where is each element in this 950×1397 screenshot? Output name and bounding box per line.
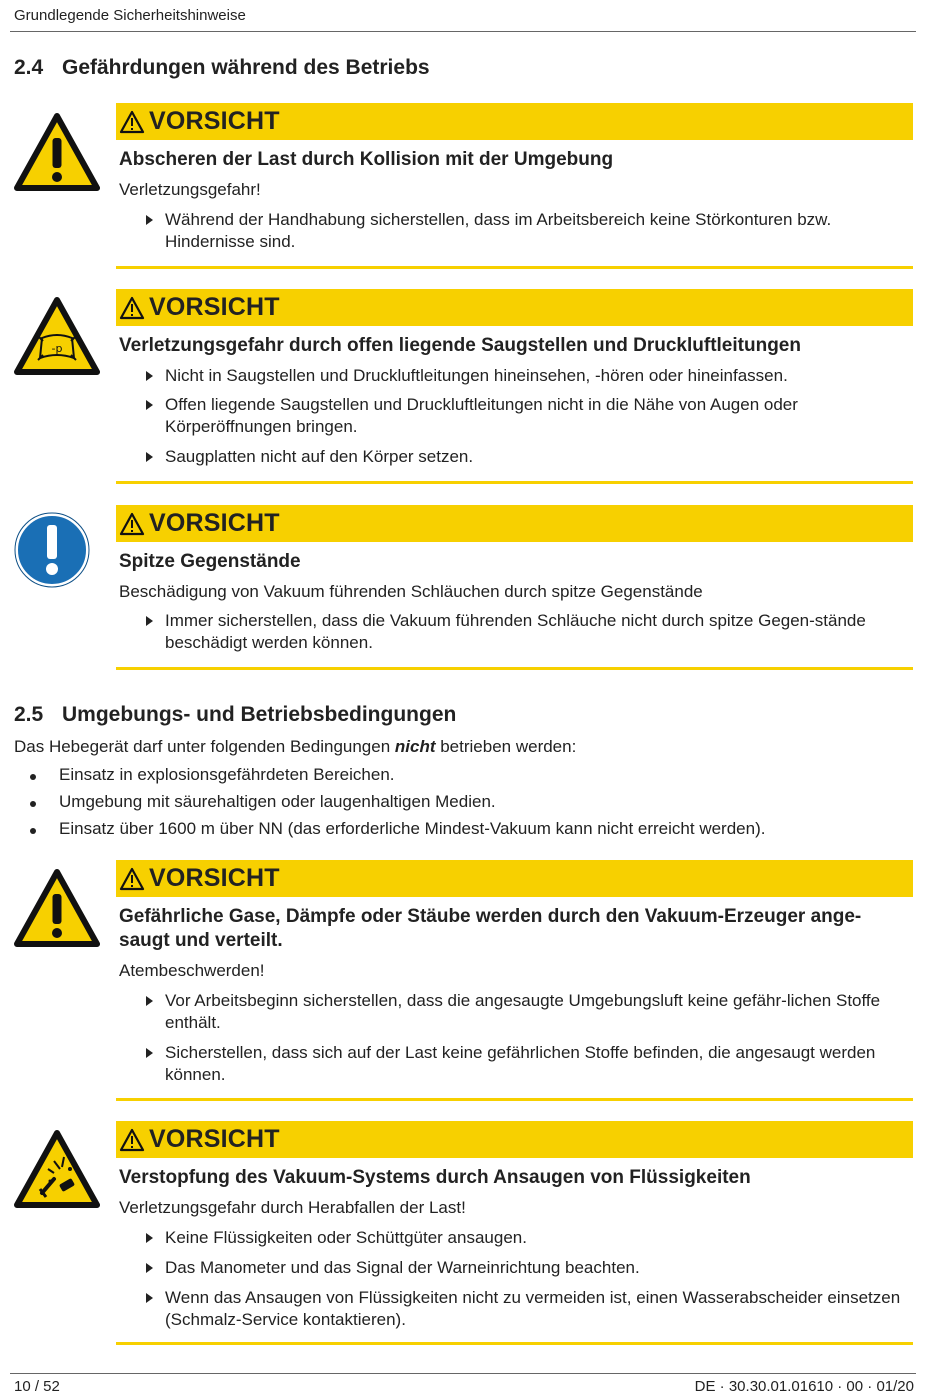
header-rule bbox=[10, 31, 916, 32]
warning-triangle-icon bbox=[119, 296, 145, 320]
warning-title: Verstopfung des Vakuum-Systems durch Ansaugen von Flüssigkeiten bbox=[119, 1167, 751, 1188]
action-text: Wenn das Ansaugen von Flüssigkeiten nicht zu vermeiden ist, einen Wasserabscheider einsetzen (Schmalz-Service kontaktieren). bbox=[165, 1288, 901, 1329]
action-arrow-icon bbox=[146, 1233, 153, 1243]
section-heading-2-5 bbox=[14, 703, 456, 727]
signal-word: VORSICHT bbox=[149, 293, 280, 321]
action-text: Während der Handhabung sicherstellen, dass im Arbeitsbereich keine Störkonturen bzw. Hindernisse sind. bbox=[165, 210, 832, 251]
list-item-text: Einsatz über 1600 m über NN (das erforderliche Mindest-Vakuum kann nicht erreicht werden). bbox=[59, 819, 766, 838]
action-text: Nicht in Saugstellen und Druckluftleitungen hineinsehen, -hören oder hineinfassen. bbox=[165, 366, 788, 385]
action-arrow-icon bbox=[146, 1263, 153, 1273]
warning-end-rule bbox=[116, 1098, 913, 1101]
signal-word: VORSICHT bbox=[149, 1125, 280, 1153]
action-text: Das Manometer und das Signal der Warneinrichtung beachten. bbox=[165, 1258, 640, 1277]
list-item-text: Umgebung mit säurehaltigen oder laugenhaltigen Medien. bbox=[59, 792, 496, 811]
warning-consequence: Verletzungsgefahr durch Herabfallen der Last! bbox=[119, 1198, 466, 1217]
intro-text-after: betrieben werden: bbox=[435, 737, 577, 756]
warning-title: Abscheren der Last durch Kollision mit der Umgebung bbox=[119, 149, 614, 170]
warning-triangle-icon bbox=[119, 512, 145, 536]
action-item bbox=[146, 365, 906, 387]
action-item bbox=[146, 990, 906, 1034]
warning-end-rule bbox=[116, 266, 913, 269]
falling-load-warning-icon bbox=[14, 1129, 100, 1209]
warning-triangle-icon bbox=[119, 110, 145, 134]
warning-triangle-icon bbox=[119, 867, 145, 891]
document-id: DE · 30.30.01.01610 · 00 · 01/20 bbox=[694, 1378, 914, 1395]
action-item bbox=[146, 394, 906, 438]
action-item bbox=[146, 209, 906, 253]
action-arrow-icon bbox=[146, 452, 153, 462]
signal-word-bar bbox=[116, 103, 913, 140]
intro-text: Das Hebegerät darf unter folgenden Bedingungen bbox=[14, 737, 395, 756]
action-item bbox=[146, 446, 906, 468]
action-text: Immer sicherstellen, dass die Vakuum führenden Schläuche nicht durch spitze Gegen-stände beschädigt werden können. bbox=[165, 611, 866, 652]
section-number: 2.4 bbox=[14, 56, 44, 79]
section-heading-2-4 bbox=[14, 56, 430, 80]
action-text: Keine Flüssigkeiten oder Schüttgüter ansaugen. bbox=[165, 1228, 527, 1247]
signal-word-bar bbox=[116, 289, 913, 326]
action-arrow-icon bbox=[146, 400, 153, 410]
action-text: Offen liegende Saugstellen und Druckluftleitungen nicht in die Nähe von Augen oder Körperöffnungen bringen. bbox=[165, 395, 798, 436]
warning-title: Spitze Gegenstände bbox=[119, 551, 301, 572]
warning-consequence: Atembeschwerden! bbox=[119, 961, 265, 980]
mandatory-action-icon bbox=[14, 512, 90, 588]
signal-word-bar bbox=[116, 505, 913, 542]
action-item bbox=[146, 610, 906, 654]
general-warning-icon bbox=[14, 868, 100, 948]
section-title: Gefährdungen während des Betriebs bbox=[62, 56, 430, 79]
action-item bbox=[146, 1257, 906, 1279]
page-number: 10 / 52 bbox=[14, 1378, 60, 1395]
section-title: Umgebungs- und Betriebsbedingungen bbox=[62, 703, 457, 726]
warning-title: Gefährliche Gase, Dämpfe oder Stäube werden durch den Vakuum-Erzeuger ange-saugt und verteilt. bbox=[119, 906, 862, 951]
action-text: Vor Arbeitsbeginn sicherstellen, dass die angesaugte Umgebungsluft keine gefähr-lichen Stoffe enthält. bbox=[165, 991, 881, 1032]
warning-title: Verletzungsgefahr durch offen liegende Saugstellen und Druckluftleitungen bbox=[119, 335, 801, 356]
action-item bbox=[146, 1227, 906, 1249]
warning-end-rule bbox=[116, 481, 913, 484]
list-item bbox=[30, 792, 496, 812]
action-item bbox=[146, 1042, 906, 1086]
list-item bbox=[30, 765, 395, 785]
general-warning-icon bbox=[14, 112, 100, 192]
running-header: Grundlegende Sicherheitshinweise bbox=[14, 7, 246, 24]
action-arrow-icon bbox=[146, 1048, 153, 1058]
action-text: Saugplatten nicht auf den Körper setzen. bbox=[165, 447, 474, 466]
signal-word: VORSICHT bbox=[149, 107, 280, 135]
footer-rule bbox=[10, 1373, 916, 1374]
action-arrow-icon bbox=[146, 616, 153, 626]
signal-word: VORSICHT bbox=[149, 864, 280, 892]
warning-end-rule bbox=[116, 667, 913, 670]
action-item bbox=[146, 1287, 906, 1331]
svg-text:-p: -p bbox=[51, 342, 63, 355]
action-arrow-icon bbox=[146, 215, 153, 225]
list-item-text: Einsatz in explosionsgefährdeten Bereichen. bbox=[59, 765, 395, 784]
signal-word: VORSICHT bbox=[149, 509, 280, 537]
action-arrow-icon bbox=[146, 996, 153, 1006]
intro-emphasis: nicht bbox=[394, 737, 436, 756]
list-item bbox=[30, 819, 765, 839]
bullet-dot bbox=[30, 828, 36, 834]
action-text: Sicherstellen, dass sich auf der Last keine gefährlichen Stoffe befinden, die angesaugt werden können. bbox=[165, 1043, 876, 1084]
action-arrow-icon bbox=[146, 1293, 153, 1303]
action-arrow-icon bbox=[146, 371, 153, 381]
bullet-dot bbox=[30, 774, 36, 780]
warning-consequence: Beschädigung von Vakuum führenden Schläuchen durch spitze Gegenstände bbox=[119, 582, 703, 601]
bullet-dot bbox=[30, 801, 36, 807]
vacuum-suction-warning-icon bbox=[14, 296, 100, 376]
signal-word-bar bbox=[116, 860, 913, 897]
section-number: 2.5 bbox=[14, 703, 44, 726]
warning-triangle-icon bbox=[119, 1128, 145, 1152]
warning-end-rule bbox=[116, 1342, 913, 1345]
conditions-intro bbox=[14, 737, 576, 757]
signal-word-bar bbox=[116, 1121, 913, 1158]
warning-consequence: Verletzungsgefahr! bbox=[119, 180, 261, 199]
